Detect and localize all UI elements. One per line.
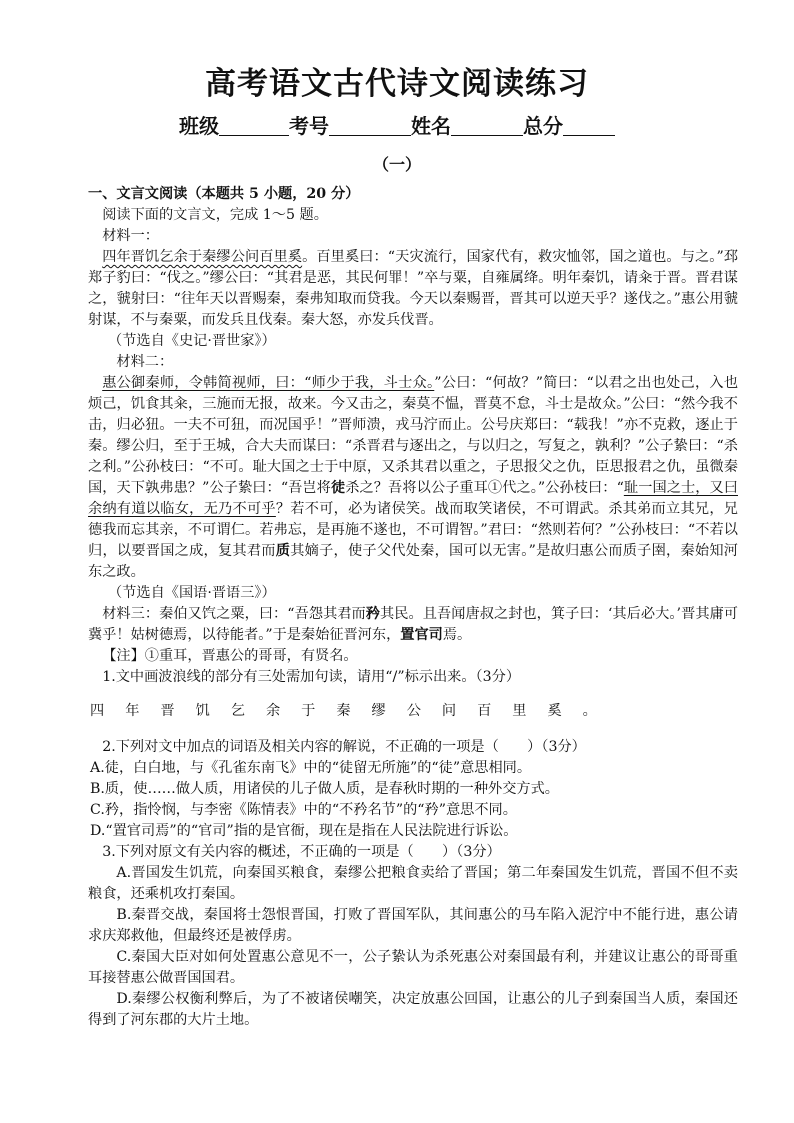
class-blank <box>219 115 289 136</box>
q3-option-c: C.秦国大臣对如何处置惠公意见不一，公子絷认为杀死惠公对秦国最有利，并建议让惠公的哥哥重耳接替惠公做晋国国君。 <box>88 949 738 986</box>
document-title: 高考语文古代诗文阅读练习 <box>205 66 589 102</box>
material2-text-2: 杀之？吾将以公子重耳①代之。”公孙枝曰：“ <box>345 480 624 496</box>
material1-paragraph <box>88 247 738 331</box>
material1-text: 。百里奚曰：“天灾流行，国家代有，救灾恤邻，国之道也。与之。”邳郑子豹曰：“伐之。”缪公曰：“其君是恶，其民何罪！”卒与粟，自雍属绛。明年秦饥，请籴于晋。晋君谋之，虢射曰：“往年天以晋赐秦，秦弗知取而贷我。今天以秦赐晋，晋其可以逆天乎？遂伐之。”惠公用虢射谋，不与秦粟，而发兵且伐秦。秦大怒，亦发兵伐晋。 <box>88 249 738 328</box>
instruction: 阅读下面的文言文，完成 1～5 题。 <box>102 207 328 223</box>
name-label: 姓名 <box>411 114 451 138</box>
question-3: 3.下列对原文有关内容的概述，不正确的一项是（ ）（3分） <box>102 844 501 860</box>
q2-option-b: B.质，使……做人质，用诸侯的儿子做人质，是春秋时期的一种外交方式。 <box>90 781 559 797</box>
material2-paragraph <box>88 373 738 583</box>
q2-option-a: A.徒，白白地，与《孔雀东南飞》中的“徒留无所施”的“徒”意思相同。 <box>90 760 532 776</box>
student-info-line <box>0 110 794 139</box>
class-label: 班级 <box>179 114 219 138</box>
material2-source: （节选自《国语·晋语三》） <box>108 585 276 601</box>
name-blank <box>451 115 523 136</box>
material3-text-3: 焉。 <box>442 627 472 643</box>
dotted-word-zhi: 质 <box>275 543 291 559</box>
wavy-underlined-text: 四年晋饥乞余于秦缪公问百里奚 <box>102 249 303 265</box>
exam-no-label: 考号 <box>289 114 329 138</box>
q2-option-c: C.矜，指怜悯，与李密《陈情表》中的“不矜名节”的“矜”意思不同。 <box>90 802 517 818</box>
question-1-text: 四年晋饥乞余于秦缪公问百里奚。 <box>90 703 618 719</box>
material3-paragraph <box>88 604 738 646</box>
q3-option-b: B.秦晋交战，秦国将士怨恨晋国，打败了晋国军队，其间惠公的马车陷入泥泞中不能行进，惠公请求庆郑救他，但最终还是被俘虏。 <box>88 907 738 944</box>
exam-content <box>88 184 738 1031</box>
material1-source: （节选自《史记·晋世家》） <box>108 333 276 349</box>
score-label: 总分 <box>523 114 563 138</box>
section-heading: 一、文言文阅读（本题共 5 小题，20 分） <box>88 186 360 202</box>
material1-label: 材料一： <box>102 228 159 244</box>
question-1: 1.文中画波浪线的部分有三处需加句读，请用“/”标示出来。（3分） <box>102 669 521 685</box>
material2-text-3: ？若不可，必为诸侯笑。战而取笑诸侯，不可谓武。杀其弟而立其兄，兄德我而忘其亲，不可谓仁。若弗忘，是再施不遂也，不可谓智。”君曰：“然则若何？”公孙枝曰：“不若以归，以要晋国之成，复其君而 <box>88 501 738 559</box>
score-blank <box>563 115 615 136</box>
dotted-word-guansi: 置官司 <box>400 627 443 643</box>
dotted-word-tu: 徒 <box>330 480 346 496</box>
material3-text-2: 其民。且吾闻唐叔之封也，箕子曰：‘其后必大。’晋其庸可冀乎！姑树德焉，以待能者。”于是秦始征晋河东， <box>88 606 738 643</box>
part-number: （一） <box>372 155 421 174</box>
footnote: 【注】①重耳，晋惠公的哥哥，有贤名。 <box>102 648 358 664</box>
exam-no-blank <box>329 115 411 136</box>
underlined-sentence-2: 耻一国之士，又曰余纳有道以临女，无乃不可乎 <box>88 480 738 517</box>
material2-label: 材料二： <box>116 354 174 370</box>
q2-option-d: D.“置官司焉”的“官司”指的是官衙，现在是指在人民法院进行诉讼。 <box>90 823 518 839</box>
q3-option-a: A.晋国发生饥荒，向秦国买粮食，秦缪公把粮食卖给了晋国；第二年秦国发生饥荒，晋国不但不卖粮食，还乘机攻打秦国。 <box>88 865 738 902</box>
question-2: 2.下列对文中加点的词语及相关内容的解说，不正确的一项是（ ）（3分） <box>102 739 586 755</box>
material2-text-4: 其嫡子，使子父代处秦，国可以无害。”是故归惠公而质子圉，秦始知河东之政。 <box>88 543 738 580</box>
material3-text-1: 材料三：秦伯又饩之粟，曰：“吾怨其君而 <box>102 606 366 622</box>
underlined-sentence-1: 惠公御秦师，令韩简视师，曰：“师少于我，斗士众。 <box>102 375 435 391</box>
material2-text-1: ”公曰：“何故？”简曰：“以君之出也处己，入也烦己，饥食其籴，三施而无报，故来。今又击之，秦莫不愠，晋莫不怠，斗士是故众。”公曰：“然今我不击，归必狃。一夫不可狃，而况国乎！”晋师溃，戎马泞而止。公号庆郑曰：“载我！”亦不克救，逐止于秦。缪公归，至于王城，合大夫而谋曰：“杀晋君与逐出之，与以归之，写复之，孰利？”公子絷曰：“杀之利。”公孙枝曰：“不可。耻大国之士于中原，又杀其君以重之，子思报父之仇，臣思报君之仇，虽微秦国，天下孰弗患？”公子絷曰：“吾岂将 <box>88 375 739 496</box>
dotted-word-jin: 矜 <box>365 606 381 622</box>
q3-option-d: D.秦缪公权衡利弊后，为了不被诸侯嘲笑，决定放惠公回国，让惠公的儿子到秦国当人质，秦国还得到了河东郡的大片土地。 <box>88 991 738 1028</box>
